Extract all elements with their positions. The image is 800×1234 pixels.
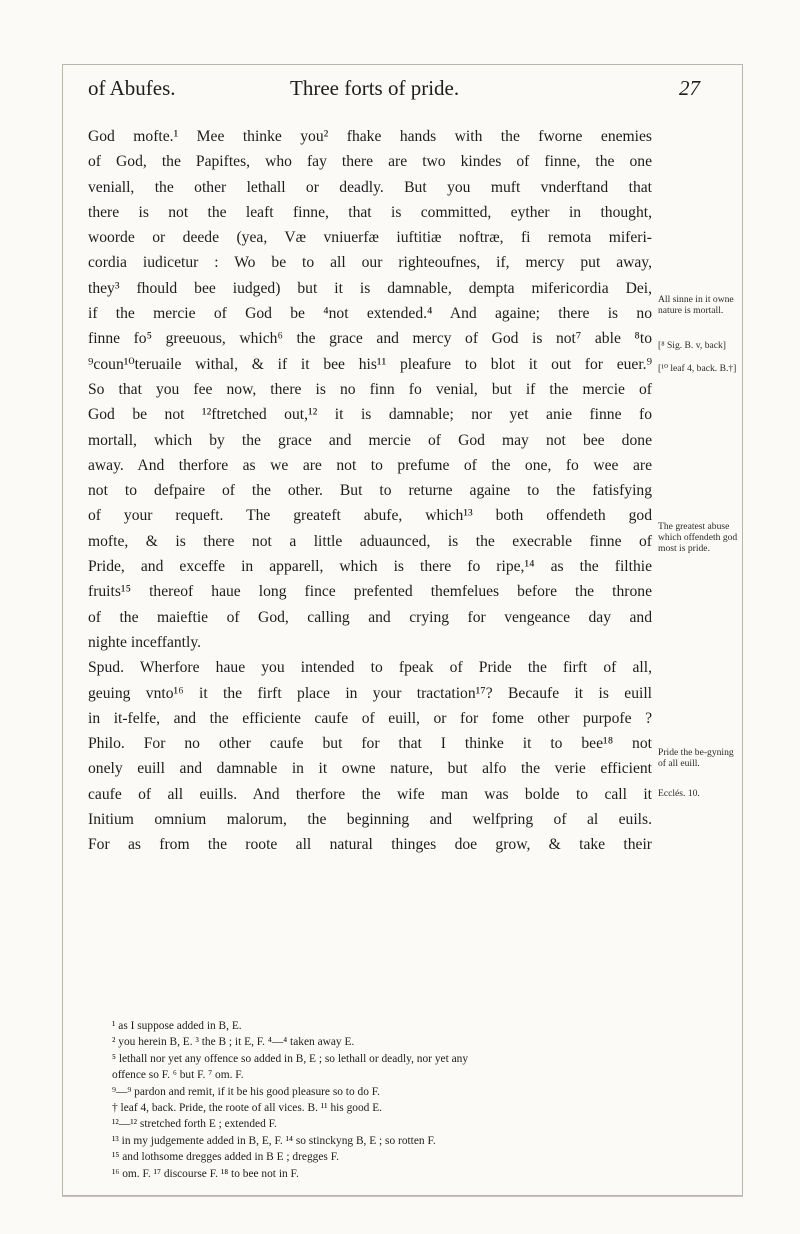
text-line: fruits¹⁵ thereof haue long fince prefented themfelues before the throne (88, 583, 652, 601)
main-text (88, 124, 652, 858)
header-left: of Abufes. (88, 76, 176, 100)
page-number: 27 (679, 76, 700, 100)
footnote-line: ¹²—¹² stretched forth E ; extended F. (112, 1118, 277, 1131)
text-line: of the maieftie of God, calling and crying for vengeance day and (88, 608, 652, 626)
text-line: cordia iudicetur : Wo be to all our righteoufnes, if, mercy put away, (88, 254, 652, 272)
text-line: not to defpaire of the other. But to returne againe to the fatisfying (88, 482, 652, 500)
text-line: caufe of all euills. And therfore the wife man was bolde to call it (88, 785, 652, 803)
text-line: veniall, the other lethall or deadly. But you muft vnderftand that (88, 178, 652, 196)
text-line: of your requeft. The greateft abufe, which¹³ both offendeth god (88, 507, 652, 525)
text-line: mofte, & is there not a little aduaunced, is the execrable finne of (88, 532, 652, 550)
text-line: onely euill and damnable in it owne nature, but alfo the verie efficient (88, 760, 652, 778)
text-line: nighte inceffantly. (88, 633, 202, 651)
text-line: there is not the leaft finne, that is committed, eyther in thought, (88, 203, 652, 221)
text-line: geuing vnto¹⁶ it the firft place in your tractation¹⁷? Becaufe it is euill (88, 684, 652, 702)
text-line: God be not ¹²ftretched out,¹² it is damnable; nor yet anie finne fo (88, 406, 652, 424)
text-line: woorde or deede (yea, Væ vniuerfæ iuftitiæ noftræ, fi remota miferi- (88, 229, 652, 247)
footnote-line: offence so F. ⁶ but F. ⁷ om. F. (112, 1069, 244, 1082)
side-note-leaf: [¹⁰ leaf 4, back. B.†] (658, 363, 737, 374)
running-header (88, 76, 700, 112)
text-line: For as from the roote all natural thinges doe grow, & take their (88, 836, 652, 854)
bottom-rule (62, 1196, 743, 1197)
side-note-greatest-abuse: The greatest abuse which offendeth god most is pride. (658, 521, 738, 554)
text-line: God mofte.¹ Mee thinke you² fhake hands with the fworne enemies (88, 128, 652, 145)
footnote-line: † leaf 4, back. Pride, the roote of all vices. B. ¹¹ his good E. (112, 1102, 383, 1115)
side-note-signature: [⁸ Sig. B. v, back] (658, 340, 727, 351)
text-line: Initium omnium malorum, the beginning and welfpring of al euils. (88, 811, 652, 829)
footnote-line: ¹⁵ and lothsome dregges added in B E ; dregges F. (112, 1151, 339, 1164)
text-line: ⁹coun¹⁰teruaile withal, & if it bee his¹¹ pleafure to blot it out for euer.⁹ (88, 355, 652, 373)
footnote-line: ¹⁶ om. F. ¹⁷ discourse F. ¹⁸ to bee not in F. (112, 1167, 299, 1180)
text-line: of God, the Papiftes, who fay there are two kindes of finne, the one (88, 153, 652, 171)
text-line: Philo. For no other caufe but for that I thinke it to bee¹⁸ not (88, 735, 652, 753)
text-line: Pride, and exceffe in apparell, which is there fo ripe,¹⁴ as the filthie (88, 558, 652, 576)
footnote-line: ² you herein B, E. ³ the B ; it E, F. ⁴—⁴ taken away E. (112, 1036, 355, 1049)
text-line: in it-felfe, and the efficiente caufe of euill, or for fome other purpofe ? (88, 709, 652, 727)
footnote-line: ⁵ lethall nor yet any offence so added in B, E ; so lethall or deadly, nor yet any (112, 1052, 469, 1065)
footnote-line: ¹³ in my judgemente added in B, E, F. ¹⁴ so stinckyng B, E ; so rotten F. (112, 1134, 436, 1147)
footnote-line: ⁹—⁹ pardon and remit, if it be his good pleasure so to do F. (112, 1085, 381, 1098)
footnote-line: ¹ as I suppose added in B, E. (112, 1020, 242, 1032)
text-line: if the mercie of God be ⁴not extended.⁴ And againe; there is no (88, 305, 652, 323)
side-note-eccles: Ecclés. 10. (658, 788, 700, 799)
text-line: finne fo⁵ greeuous, which⁶ the grace and mercy of God is not⁷ able ⁸to (88, 330, 652, 348)
text-line: they³ fhould bee iudged) but it is damnable, dempta mifericordia Dei, (88, 279, 652, 297)
side-note-pride-beginning: Pride the be-gyning of all euill. (658, 747, 734, 769)
text-line: So that you fee now, there is no finn fo venial, but if the mercie of (88, 380, 652, 398)
footnotes (112, 1018, 652, 1182)
text-line: mortall, which by the grace and mercie of God may not bee done (88, 431, 652, 449)
text-line: away. And therfore as we are not to prefume of the one, fo wee are (88, 456, 652, 474)
text-line: Spud. Wherfore haue you intended to fpeak of Pride the firft of all, (88, 659, 652, 677)
side-note-sinne-mortall: All sinne in it owne nature is mortall. (658, 294, 734, 316)
header-title: Three forts of pride. (290, 76, 460, 100)
